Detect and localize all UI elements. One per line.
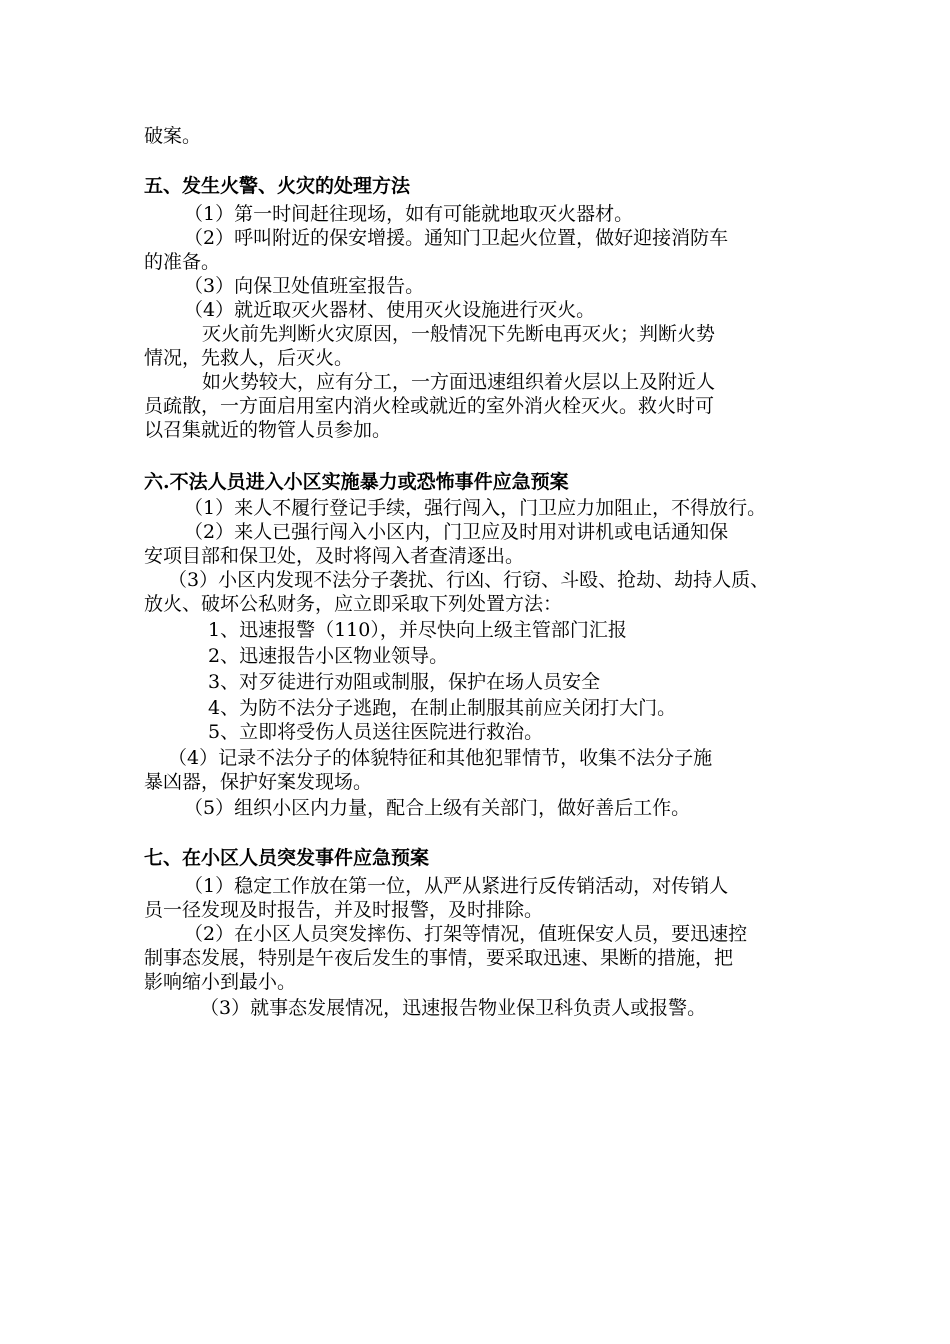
list-item: 3、对歹徒进行劝阻或制服，保护在场人员安全 xyxy=(208,671,601,693)
text-line: 的准备。 xyxy=(144,251,221,273)
section-heading-7: 七、在小区人员突发事件应急预案 xyxy=(144,847,430,869)
list-item: 1、迅速报警（110），并尽快向上级主管部门汇报 xyxy=(208,619,627,641)
text-line: 灭火前先判断火灾原因，一般情况下先断电再灭火；判断火势 xyxy=(202,323,716,345)
text-line: （4）就近取灭火器材、使用灭火设施进行灭火。 xyxy=(184,299,596,321)
text-line: （1）第一时间赶往现场，如有可能就地取灭火器材。 xyxy=(184,203,634,225)
section-heading-5: 五、发生火警、火灾的处理方法 xyxy=(144,175,411,197)
text-line: 暴凶器，保护好案发现场。 xyxy=(144,771,373,793)
text-line: （3）小区内发现不法分子袭扰、行凶、行窃、斗殴、抢劫、劫持人质、 xyxy=(168,569,770,591)
text-line: 放火、破坏公私财务，应立即采取下列处置方法： xyxy=(144,593,563,615)
text-line: （1）稳定工作放在第一位，从严从紧进行反传销活动，对传销人 xyxy=(184,875,729,897)
text-line: 员疏散，一方面启用室内消火栓或就近的室外消火栓灭火。救火时可 xyxy=(144,395,715,417)
text-line: 影响缩小到最小。 xyxy=(144,971,297,993)
list-item: 4、为防不法分子逃跑，在制止制服其前应关闭打大门。 xyxy=(208,697,677,719)
text-line: 破案。 xyxy=(144,125,202,147)
text-line: （5）组织小区内力量，配合上级有关部门，做好善后工作。 xyxy=(184,797,691,819)
text-line: （2）呼叫附近的保安增援。通知门卫起火位置，做好迎接消防车 xyxy=(184,227,729,249)
text-line: 情况，先救人，后灭火。 xyxy=(144,347,354,369)
text-line: （3）就事态发展情况，迅速报告物业保卫科负责人或报警。 xyxy=(200,997,707,1019)
text-line: 如火势较大，应有分工，一方面迅速组织着火层以上及附近人 xyxy=(202,371,716,393)
list-item: 5、立即将受伤人员送往医院进行救治。 xyxy=(208,721,544,743)
text-line: （2）在小区人员突发摔伤、打架等情况，值班保安人员，要迅速控 xyxy=(184,923,748,945)
text-line: （4）记录不法分子的体貌特征和其他犯罪情节，收集不法分子施 xyxy=(168,747,713,769)
text-line: 制事态发展，特别是午夜后发生的事情，要采取迅速、果断的措施，把 xyxy=(144,947,734,969)
section-heading-6: 六.不法人员进入小区实施暴力或恐怖事件应急预案 xyxy=(144,471,569,493)
text-line: （2）来人已强行闯入小区内，门卫应及时用对讲机或电话通知保 xyxy=(184,521,729,543)
text-line: （1）来人不履行登记手续，强行闯入，门卫应力加阻止，不得放行。 xyxy=(184,497,767,519)
text-line: 以召集就近的物管人员参加。 xyxy=(144,419,392,441)
list-item: 2、迅速报告小区物业领导。 xyxy=(208,645,449,667)
text-line: 员一径发现及时报告，并及时报警，及时排除。 xyxy=(144,899,544,921)
text-line: 安项目部和保卫处，及时将闯入者查清逐出。 xyxy=(144,545,525,567)
text-line: （3）向保卫处值班室报告。 xyxy=(184,275,425,297)
